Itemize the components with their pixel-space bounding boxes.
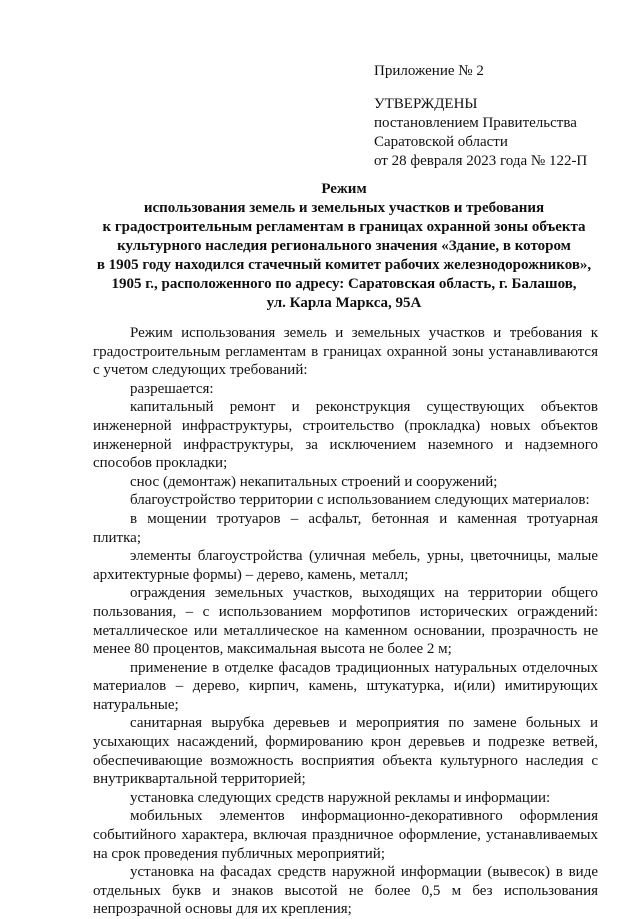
paragraph-advertising: установка следующих средств наружной рекламы и информации: <box>130 789 551 806</box>
annex-number: Приложение № 2 <box>374 63 484 79</box>
paragraph-allowed: разрешается: <box>130 380 214 397</box>
document-title <box>80 180 608 313</box>
decree-line-1: постановлением Правительства <box>374 115 577 131</box>
paragraph-furniture: элементы благоустройства (уличная мебель, урны, цветочницы, малые архитектурные формы) – дерево, камень, металл; <box>93 548 598 583</box>
title-line-4: культурного наследия регионального значения «Здание, в котором <box>117 238 571 254</box>
title-line-7: ул. Карла Маркса, 95А <box>266 295 422 311</box>
title-line-1: Режим <box>321 181 367 197</box>
paragraph-demolition: снос (демонтаж) некапитальных строений и сооружений; <box>130 473 498 490</box>
title-line-5: в 1905 году находился стачечный комитет рабочих железнодорожников», <box>96 257 592 273</box>
document-body <box>93 324 598 919</box>
paragraph-trees: санитарная вырубка деревьев и мероприятия по замене больных и усыхающих насаждений, формированию крон деревьев и подрезке ветвей, обеспечивающие возможность восприятия объекта культурного наследия с внутриквартальной территорией; <box>93 715 598 788</box>
decree-line-2: Саратовской области <box>374 134 508 150</box>
approved-heading: УТВЕРЖДЕНЫ <box>374 96 478 112</box>
paragraph-fences: ограждения земельных участков, выходящих на территории общего пользования, – с использованием морфотипов исторических ограждений: металлическое или металлическое на каменном основании, прозрачность не менее 80 процентов, максимальная высота не более 2 м; <box>93 585 598 658</box>
paragraph-infrastructure: капитальный ремонт и реконструкция существующих объектов инженерной инфраструктуры, строительство (прокладка) новых объектов инженерной инфраструктуры, за исключением наземного и надземного способов прокладки; <box>93 399 598 472</box>
paragraph-intro: Режим использования земель и земельных участков и требования к градостроительным регламентам в границах охранной зоны устанавливаются с учетом следующих требований: <box>93 325 598 379</box>
title-line-2: использования земель и земельных участков и требования <box>143 200 545 216</box>
paragraph-paving: в мощении тротуаров – асфальт, бетонная и каменная тротуарная плитка; <box>93 510 598 546</box>
paragraph-facades: применение в отделке фасадов традиционных натуральных отделочных материалов – дерево, кирпич, камень, штукатурка, и(или) имитирующих натуральные; <box>93 659 598 713</box>
paragraph-mobile-elements: мобильных элементов информационно-декоративного оформления событийного характера, включая праздничное оформление, устанавливаемых на срок проведения публичных мероприятий; <box>93 808 598 862</box>
title-line-3: к градостроительным регламентам в границах охранной зоны объекта <box>102 219 586 235</box>
paragraph-landscaping: благоустройство территории с использованием следующих материалов: <box>130 492 590 509</box>
paragraph-signage: установка на фасадах средств наружной информации (вывесок) в виде отдельных букв и знаков высотой не более 0,5 м без использования непрозрачной основы для их крепления; <box>93 864 598 918</box>
decree-line-3: от 28 февраля 2023 года № 122-П <box>374 153 588 169</box>
approval-block <box>374 62 624 171</box>
title-line-6: 1905 г., расположенного по адресу: Саратовская область, г. Балашов, <box>111 276 577 292</box>
